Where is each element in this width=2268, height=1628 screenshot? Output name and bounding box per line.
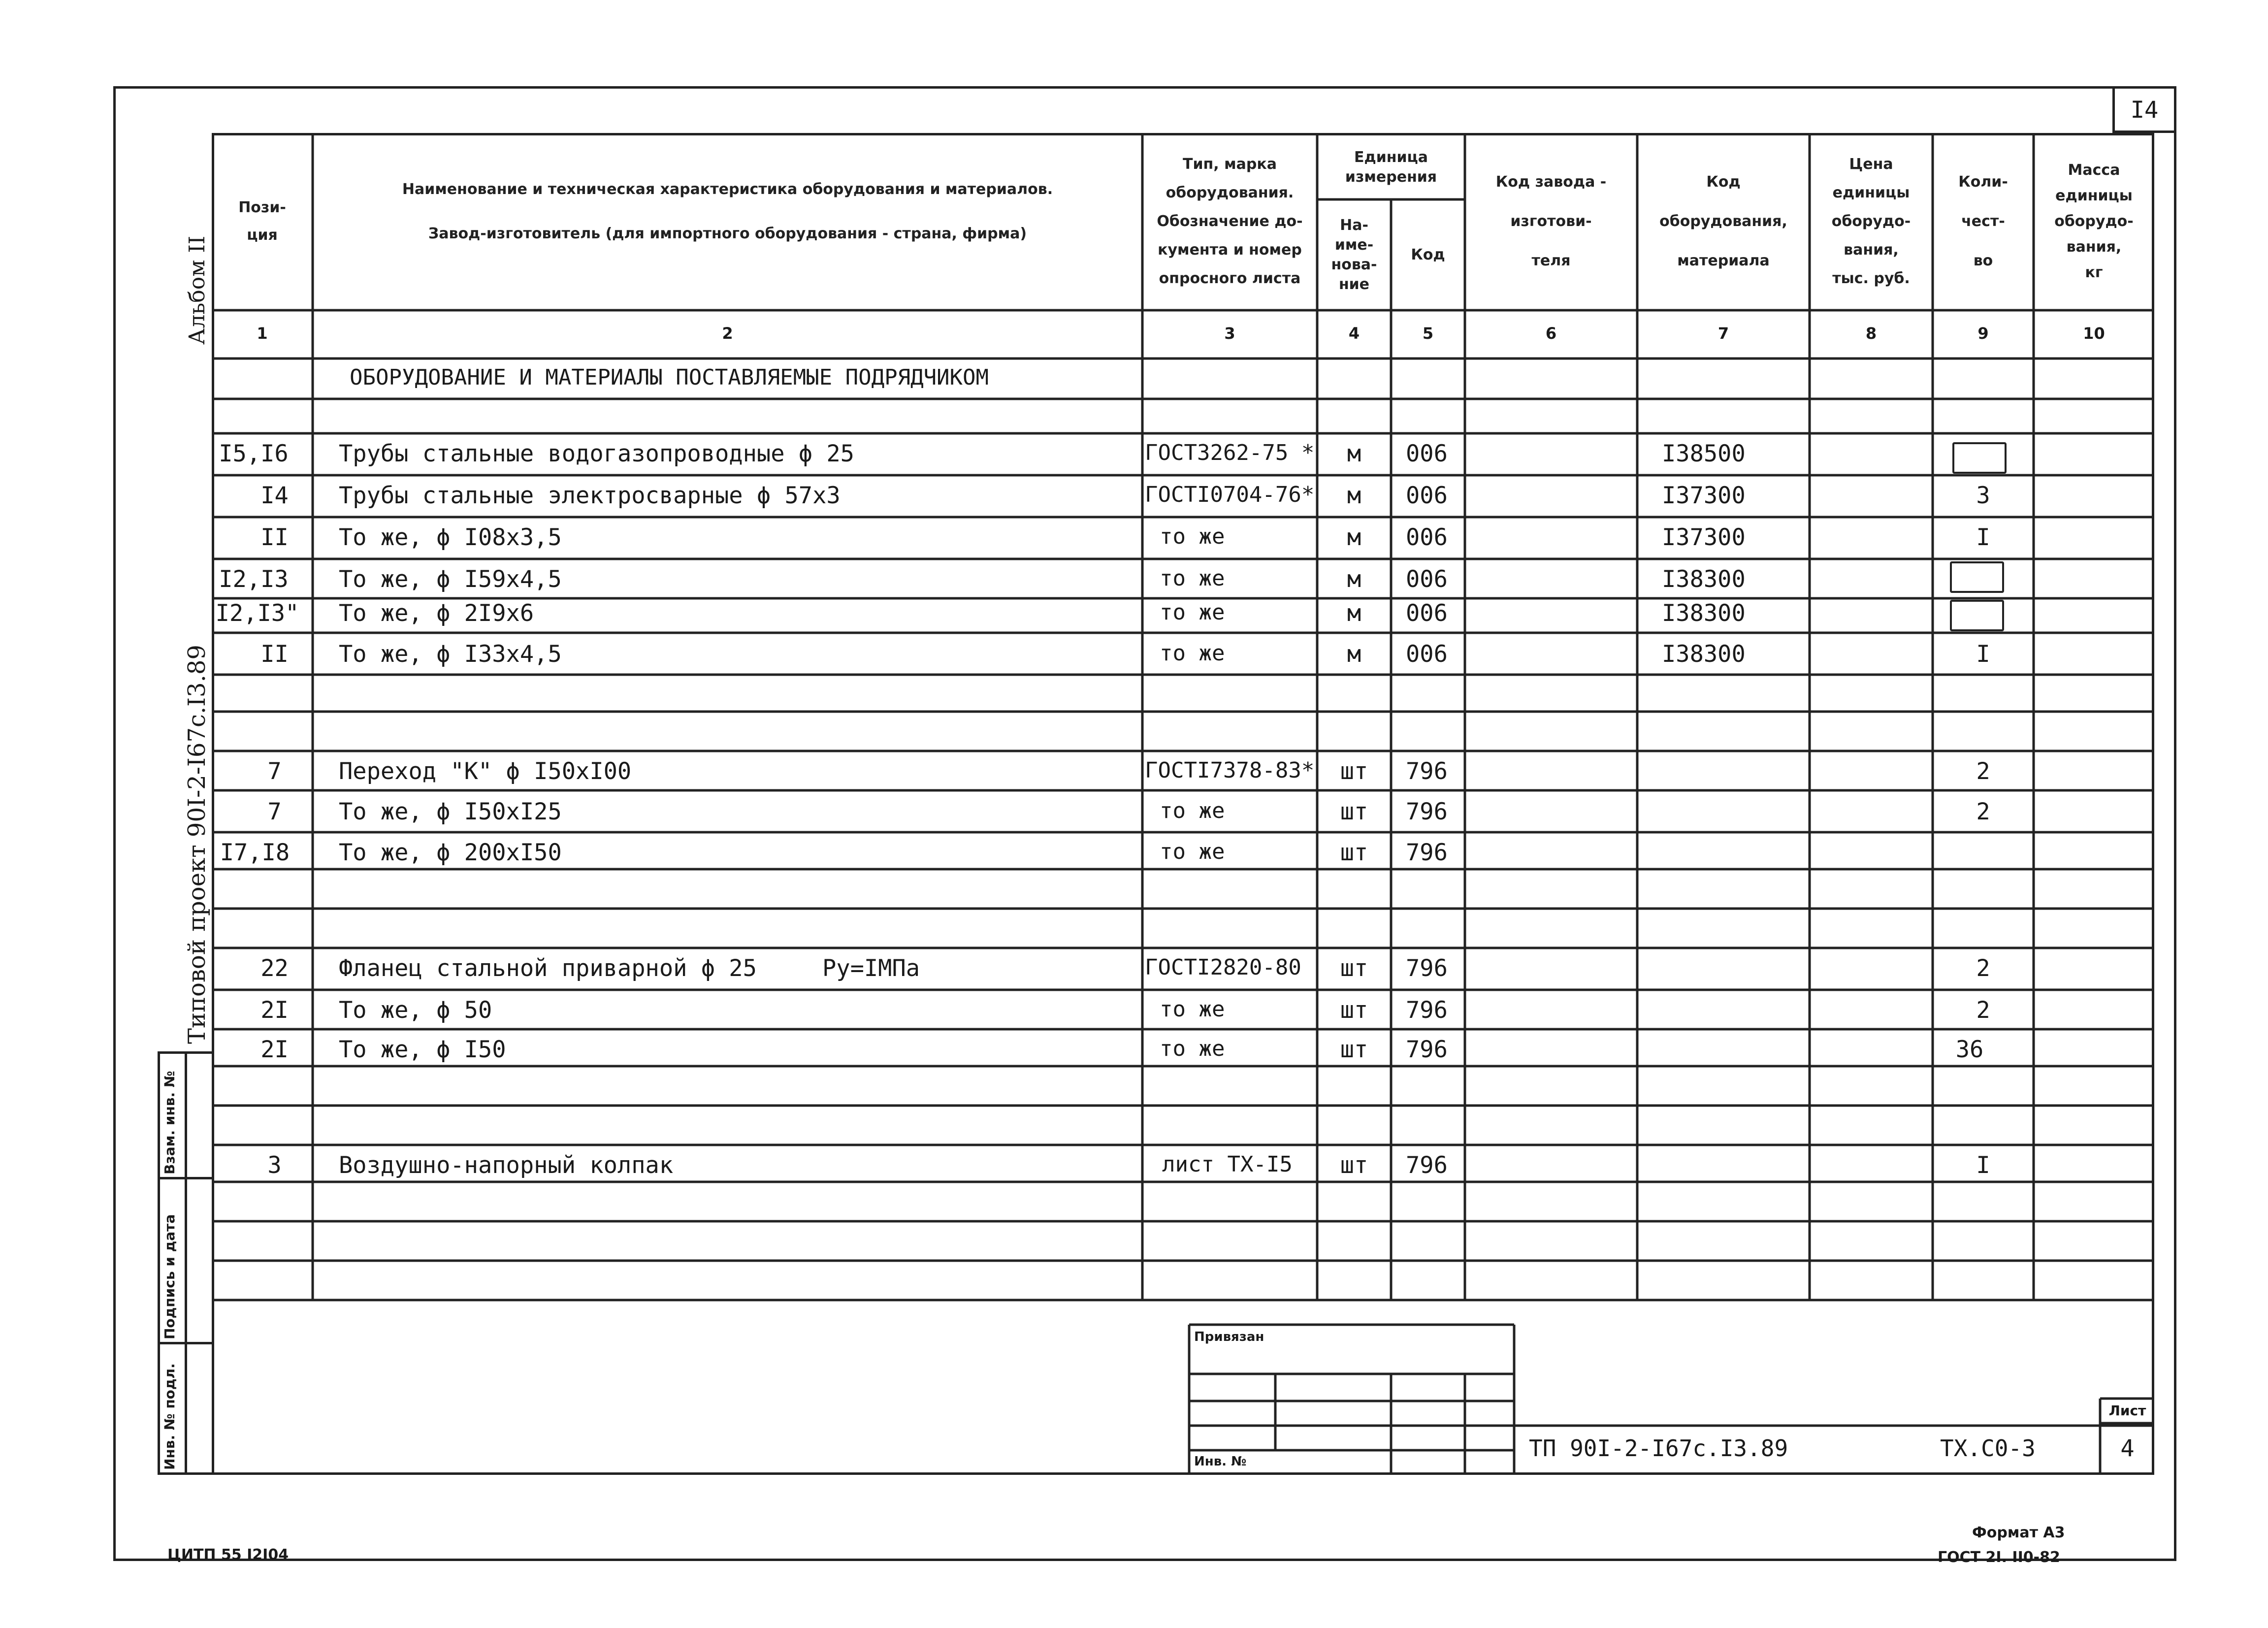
column-number: 1 [257,324,268,343]
project-label: Типовой проект 90I-2-I67с.I3.89 [183,645,211,1044]
column-number: 3 [1224,324,1235,343]
row-doc: ГОСТI7378-83* [1145,758,1315,783]
row-name: Трубы стальные водогазопроводные ϕ 25 [339,440,854,467]
stamp-label: Взам. инв. № [162,1071,178,1174]
row-quantity: I [1976,524,1990,551]
row-position: 2I [260,1036,289,1063]
row-position: I5,I6 [219,440,289,467]
header-mass: Масса единицы оборудо- вания, кг [2054,162,2134,281]
row-name: То же, ϕ 200хI50 [339,839,562,866]
row-unit: м [1347,440,1361,467]
row-name: То же, ϕ I59х4,5 [339,566,562,593]
list-label: Лист [2108,1402,2146,1419]
row-doc: то же [1160,566,1225,591]
row-unit: шт [1340,955,1368,982]
row-unit: м [1347,482,1361,509]
row-position: I2,I3" [215,600,299,627]
row-position: 3 [267,1152,282,1179]
row-code: 006 [1406,641,1448,668]
album-label: Альбом II [185,235,210,345]
row-code: 796 [1406,758,1448,785]
column-number: 9 [1977,324,1989,343]
row-material: I38300 [1662,641,1746,668]
row-code: 006 [1406,482,1448,509]
row-unit: м [1347,600,1361,627]
row-code: 796 [1406,1152,1448,1179]
row-material: I37300 [1662,482,1746,509]
column-number: 6 [1545,324,1557,343]
row-position: 7 [267,798,282,825]
row-quantity: 36 [1955,1036,1984,1063]
row-doc: то же [1160,524,1225,549]
row-doc: то же [1160,600,1225,625]
row-doc: то же [1160,1036,1225,1061]
stamp-label: Инв. № подл. [162,1363,178,1470]
row-name: То же, ϕ I50хI25 [339,798,562,825]
row-position: 7 [267,758,282,785]
header-unit-name: На- име- нова- ние [1331,216,1377,293]
document-code: ТП 90I-2-I67с.I3.89 [1529,1435,1788,1462]
row-position: 22 [260,955,289,982]
row-quantity: I [1976,641,1990,668]
sheet-corner-number: I4 [2130,97,2159,124]
row-doc: ГОСТ3262-75 * [1145,440,1315,465]
row-doc: ГОСТI0704-76* [1145,482,1315,507]
sheet-code: ТХ.С0-3 [1940,1435,2036,1462]
footer-format: Формат А3 [1972,1524,2065,1541]
column-number: 7 [1717,324,1729,343]
row-unit: шт [1340,1152,1368,1179]
row-unit: шт [1340,798,1368,825]
row-material: I37300 [1662,524,1746,551]
row-doc: лист ТХ-I5 [1162,1152,1293,1177]
row-unit: м [1347,524,1361,551]
row-code: 796 [1406,1036,1448,1063]
row-code: 796 [1406,798,1448,825]
row-name: Переход "К" ϕ I50хI00 [339,758,632,785]
header-position: Пози- ция [238,199,286,244]
row-material: I38300 [1662,600,1746,627]
column-number: 2 [722,324,733,343]
footer-gost: ГОСТ 2I. II0-82 [1938,1549,2060,1566]
header-quantity: Коли- чест- во [1958,173,2008,269]
header-material-code: Код оборудования, материала [1659,173,1787,269]
header-name-line1: Наименование и техническая характеристика оборудования и материалов. [402,181,1053,198]
row-material: I38300 [1662,566,1746,593]
row-code: 796 [1406,955,1448,982]
column-number: 8 [1865,324,1877,343]
row-doc: то же [1160,641,1225,666]
row-doc: то же [1160,997,1225,1022]
row-code: 006 [1406,600,1448,627]
row-position: I4 [260,482,289,509]
row-position: 2I [260,997,289,1024]
privyazan-label: Привязан [1194,1330,1264,1344]
row-doc: ГОСТI2820-80 [1145,955,1301,980]
row-quantity: 3 [1976,482,1990,509]
row-unit: шт [1340,758,1368,785]
row-code: 006 [1406,524,1448,551]
row-unit: м [1347,566,1361,593]
column-number: 10 [2083,324,2105,343]
row-quantity: I [1976,1152,1990,1179]
row-name: То же, ϕ 50 [339,997,492,1024]
row-unit: м [1347,641,1361,668]
row-doc: то же [1160,798,1225,823]
row-quantity: 2 [1976,997,1990,1024]
header-unit-group: Единица измерения [1345,149,1437,186]
row-name: Трубы стальные электросварные ϕ 57х3 [339,482,841,509]
row-name: То же, ϕ 2I9х6 [339,600,534,627]
row-unit: шт [1340,997,1368,1024]
row-position: II [260,641,289,668]
inv-label: Инв. № [1194,1454,1247,1469]
row-code: 006 [1406,566,1448,593]
quantity-box [1950,561,2004,593]
list-number: 4 [2120,1435,2135,1462]
quantity-box [1952,442,2007,474]
row-code: 006 [1406,440,1448,467]
row-unit: шт [1340,839,1368,866]
row-name: То же, ϕ I08х3,5 [339,524,562,551]
row-position: II [260,524,289,551]
header-price: Цена единицы оборудо- вания, тыс. руб. [1831,156,1911,287]
section-title: ОБОРУДОВАНИЕ И МАТЕРИАЛЫ ПОСТАВЛЯЕМЫЕ ПОДРЯДЧИКОМ [350,365,989,390]
quantity-box [1950,600,2004,631]
row-position: I2,I3 [219,566,289,593]
row-code: 796 [1406,839,1448,866]
header-unit-code: Код [1411,246,1445,263]
row-material: I38500 [1662,440,1746,467]
row-name: То же, ϕ I50 [339,1036,506,1063]
stamp-label: Подпись и дата [162,1214,178,1339]
row-quantity: 2 [1976,758,1990,785]
row-doc: то же [1160,839,1225,864]
row-position: I7,I8 [220,839,290,866]
row-name: Фланец стальной приварной ϕ 25 [339,955,757,982]
row-code: 796 [1406,997,1448,1024]
row-quantity: 2 [1976,955,1990,982]
header-type: Тип, марка оборудования. Обозначение до- кумента и номер опросного листа [1157,156,1303,287]
row-name: То же, ϕ I33х4,5 [339,641,562,668]
header-name-line2: Завод-изготовитель (для импортного оборудования - страна, фирма) [428,225,1027,242]
row-name: Воздушно-напорный колпак [339,1152,674,1179]
row-quantity: 2 [1976,798,1990,825]
header-factory-code: Код завода - изготови- теля [1495,173,1607,269]
footer-left: ЦИТП 55 I2I04 [167,1546,289,1563]
column-number: 4 [1348,324,1360,343]
row-unit: шт [1340,1036,1368,1063]
row-extra: Ру=IМПа [822,955,920,982]
column-number: 5 [1422,324,1434,343]
